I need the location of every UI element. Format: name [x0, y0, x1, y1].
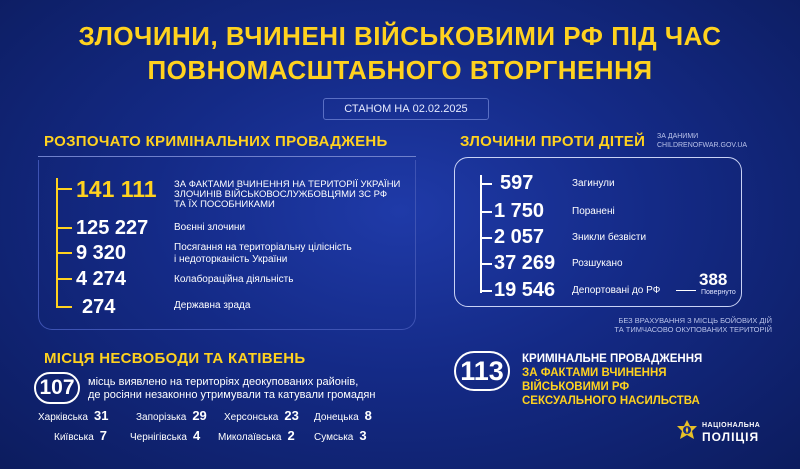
region-name: Київська [54, 432, 94, 443]
children-item-value: 37 269 [494, 252, 556, 274]
sexual-line-3: ВІЙСЬКОВИМИ РФ [522, 381, 630, 393]
criminal-item-label: Воєнні злочини [174, 222, 246, 233]
children-item-value: 597 [500, 172, 534, 194]
criminal-item-value: 125 227 [76, 217, 149, 239]
criminal-item-value: 4 274 [76, 268, 127, 290]
region-value: 4 [192, 428, 201, 443]
page-title-line-1: ЗЛОЧИНИ, ВЧИНЕНІ ВІЙСЬКОВИМИ РФ ПІД ЧАС [78, 21, 722, 51]
children-note-2: ТА ТИМЧАСОВО ОКУПОВАНИХ ТЕРИТОРІЙ [614, 325, 772, 334]
children-item-value: 19 546 [494, 279, 556, 301]
criminal-item-label-2: і недоторканість України [174, 254, 288, 265]
sexual-line-4: СЕКСУАЛЬНОГО НАСИЛЬСТВА [522, 395, 700, 407]
region-value: 31 [93, 408, 109, 423]
children-item-value: 1 750 [494, 200, 545, 222]
detention-desc-2: де росіяни незаконно утримували та катували громадян [88, 389, 376, 401]
bracket-tick [480, 237, 492, 239]
criminal-title-underline [38, 156, 416, 157]
police-badge-icon [676, 420, 698, 444]
region-item [130, 428, 200, 443]
region-value: 23 [284, 408, 299, 423]
criminal-item-label: Посягання на територіальну цілісність [174, 242, 352, 253]
region-item [218, 428, 295, 443]
region-name: Донецька [314, 412, 359, 423]
criminal-item-label: Колабораційна діяльність [174, 274, 294, 285]
date-badge: СТАНОМ НА 02.02.2025 [323, 98, 489, 120]
region-value: 8 [364, 408, 372, 423]
returned-connector [676, 290, 696, 291]
children-item-value: 2 057 [494, 226, 545, 248]
region-name: Херсонська [224, 412, 279, 423]
region-item [314, 408, 372, 423]
bracket-tick [480, 183, 492, 185]
sexual-line-2: ЗА ФАКТАМИ ВЧИНЕННЯ [522, 367, 667, 379]
children-item-label: Загинули [572, 178, 615, 189]
region-value: 3 [359, 428, 367, 443]
criminal-total-desc-1: ЗА ФАКТАМИ ВЧИНЕННЯ НА ТЕРИТОРІЇ УКРАЇНИ [174, 179, 401, 190]
page-title-line-2: ПОВНОМАСШТАБНОГО ВТОРГНЕННЯ [147, 55, 653, 85]
children-item-label: Зникли безвісти [572, 232, 647, 243]
bracket-tick [56, 227, 72, 229]
criminal-total-value: 141 111 [76, 176, 157, 202]
region-item [224, 408, 299, 423]
children-item-label: Депортовані до РФ [572, 285, 661, 296]
region-name: Сумська [314, 432, 354, 443]
children-returned-value: 388 [699, 270, 728, 289]
bracket-tick [480, 211, 492, 213]
region-value: 2 [287, 428, 295, 443]
bracket-tick [56, 278, 72, 280]
sexual-count-badge: 113 [454, 351, 510, 391]
children-source-2: CHILDRENOFWAR.GOV.UA [657, 142, 748, 149]
criminal-total-desc-3: ТА ЇХ ПОСОБНИКАМИ [174, 199, 275, 210]
region-name: Харківська [38, 412, 88, 423]
children-returned-label: Повернуто [701, 289, 736, 296]
logo-line-1: НАЦІОНАЛЬНА [702, 422, 761, 429]
children-item-label: Поранені [572, 206, 615, 217]
criminal-item-value: 274 [82, 296, 116, 318]
region-item [136, 408, 207, 423]
bracket-tick [480, 290, 492, 292]
region-name: Чернігівська [130, 432, 187, 443]
criminal-total-desc-2: ЗЛОЧИНІВ ВІЙСЬКОВОСЛУЖБОВЦЯМИ ЗС РФ [174, 189, 388, 200]
criminal-section-title: РОЗПОЧАТО КРИМІНАЛЬНИХ ПРОВАДЖЕНЬ [44, 133, 388, 150]
detention-count-badge: 107 [34, 372, 80, 404]
region-name: Запорізька [136, 412, 187, 423]
children-source-1: ЗА ДАНИМИ [657, 133, 699, 140]
region-item [314, 428, 367, 443]
bracket-tick [56, 252, 72, 254]
region-value: 7 [99, 428, 107, 443]
children-item-label: Розшукано [572, 258, 623, 269]
bracket-tick [56, 188, 72, 190]
children-note-1: БЕЗ ВРАХУВАННЯ З МІСЦЬ БОЙОВИХ ДІЙ [618, 316, 772, 325]
region-name: Миколаївська [218, 432, 282, 443]
logo-line-2: ПОЛІЦІЯ [702, 430, 760, 444]
sexual-line-1: КРИМІНАЛЬНЕ ПРОВАДЖЕННЯ [522, 353, 703, 365]
region-item [54, 428, 107, 443]
bracket-tick [480, 263, 492, 265]
region-value: 29 [192, 408, 207, 423]
region-item [38, 408, 108, 423]
children-bracket [480, 175, 482, 293]
children-section-title: ЗЛОЧИНИ ПРОТИ ДІТЕЙ [460, 133, 646, 150]
detention-desc-1: місць виявлено на територіях деокупованих районів, [88, 376, 359, 388]
bracket-tick [56, 306, 72, 308]
criminal-item-label: Державна зрада [174, 300, 251, 311]
criminal-bracket [56, 178, 58, 308]
criminal-item-value: 9 320 [76, 242, 127, 264]
detention-section-title: МІСЦЯ НЕСВОБОДИ ТА КАТІВЕНЬ [44, 350, 306, 367]
